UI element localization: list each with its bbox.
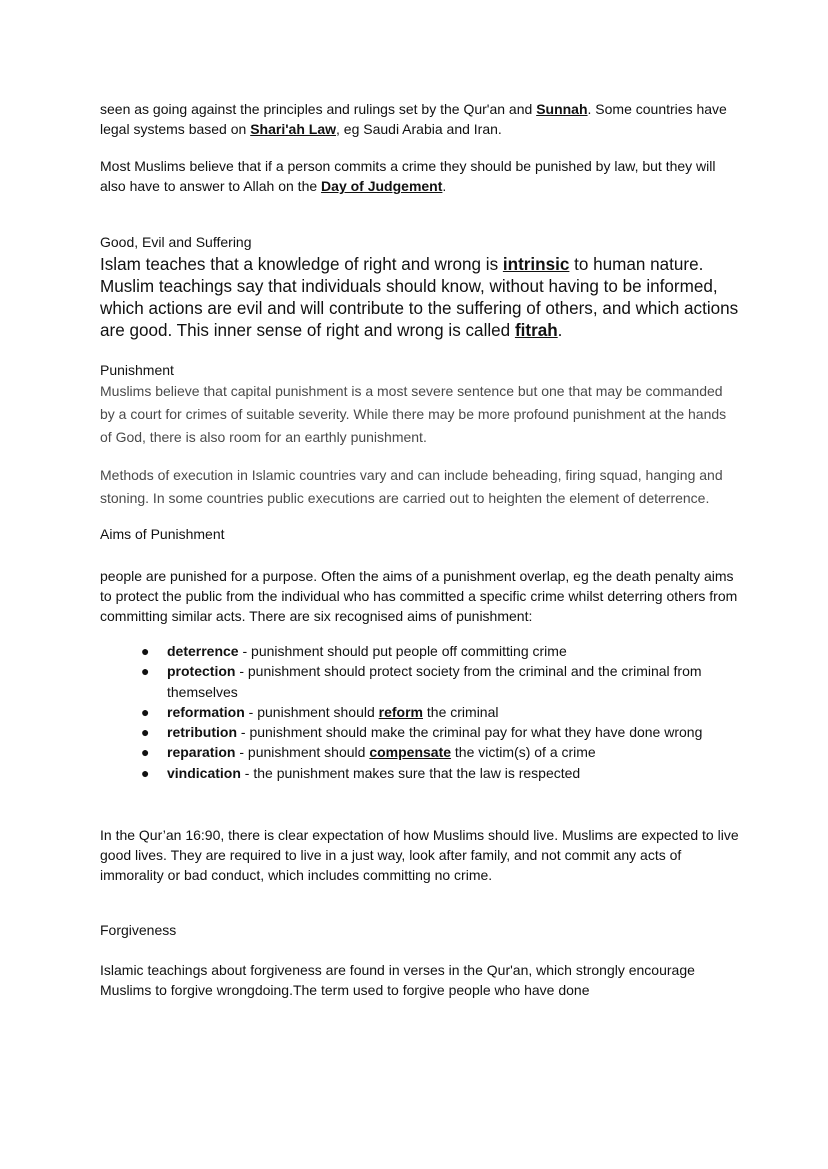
shariah-law-link[interactable]: Shari'ah Law (250, 121, 337, 137)
text: the criminal (423, 703, 499, 720)
paragraph-aims-intro: people are punished for a purpose. Often the aims of a punishment overlap, eg the death penalty aims to protect the public from the individual who has committed a specific crime whilst deterring others from committing similar acts. There are six recognised aims of punishment: (100, 568, 738, 624)
list-item (100, 661, 740, 702)
paragraph-sunnah (100, 99, 740, 139)
list-item (100, 641, 740, 661)
heading-punishment: Punishment (100, 362, 174, 378)
text: Islam teaches that a knowledge of right and wrong is (100, 255, 503, 274)
heading-good-evil-suffering: Good, Evil and Suffering (100, 234, 252, 250)
text: Most Muslims believe that if a person commits a crime they should be punished by law, but they will also have to answer to Allah on the (100, 158, 716, 194)
term: deterrence (167, 643, 239, 659)
fitrah-link[interactable]: fitrah (514, 321, 558, 340)
term: retribution (167, 724, 237, 741)
paragraph-day-of-judgement (100, 156, 740, 196)
paragraph-forgiveness: Islamic teachings about forgiveness are found in verses in the Qur'an, which strongly encourage Muslims to forgive wrongdoing.The term used to forgive people who have done (100, 962, 695, 999)
text: - punishment should put people off committing crime (238, 643, 567, 659)
text: . (557, 321, 563, 340)
text: - punishment should make the criminal pay for what they have done wrong (237, 724, 703, 741)
text: - the punishment makes sure that the law is respected (240, 764, 581, 781)
bullet-icon: ● (141, 744, 150, 761)
term: reformation (167, 703, 245, 720)
bullet-icon: ● (141, 643, 150, 659)
paragraph-fitrah (100, 254, 740, 342)
bullet-icon: ● (141, 703, 150, 720)
text: , eg Saudi Arabia and Iran. (336, 121, 502, 137)
text: to human nature. Muslim teachings say that individuals should know, without having to be informed, which actions are evil and will contribute to the suffering of others, and which actions are good. This inner sense of right and wrong is called (100, 255, 739, 340)
compensate-link[interactable]: compensate (369, 744, 452, 761)
bullet-icon: ● (141, 764, 150, 781)
term: reparation (167, 744, 236, 761)
text: seen as going against the principles and rulings set by the Qur'an and (100, 101, 537, 117)
paragraph-quran-16-90: In the Qur’an 16:90, there is clear expectation of how Muslims should live. Muslims are expected to live good lives. They are required to live in a just way, look after family, and not commit any acts of immorality or bad conduct, which includes committing no crime. (100, 827, 739, 884)
text: - punishment should (235, 744, 370, 761)
list-item (100, 742, 740, 762)
text: . (442, 178, 447, 194)
list-item (100, 763, 740, 783)
paragraph-methods-of-execution: Methods of execution in Islamic countries vary and can include beheading, firing squad, hanging and stoning. In some countries public executions are carried out to heighten the element of deterrence. (100, 467, 723, 506)
term: vindication (167, 764, 241, 781)
paragraph-capital-punishment: Muslims believe that capital punishment is a most severe sentence but one that may be commanded by a court for crimes of suitable severity. While there may be more profound punishment at the hands of God, there is also room for an earthly punishment. (100, 383, 727, 445)
text: - punishment should (244, 703, 379, 720)
bullet-icon: ● (141, 724, 150, 741)
intrinsic-link[interactable]: intrinsic (502, 255, 570, 274)
document-page (100, 99, 740, 1000)
day-of-judgement-link[interactable]: Day of Judgement (321, 178, 443, 194)
aims-list (100, 641, 740, 783)
list-item (100, 722, 740, 742)
bullet-icon: ● (141, 663, 150, 680)
text: . Some countries have legal systems based on (100, 101, 727, 137)
reform-link[interactable]: reform (378, 703, 424, 720)
term: protection (167, 663, 236, 680)
list-item (100, 702, 740, 722)
text: the victim(s) of a crime (451, 744, 596, 761)
sunnah-link[interactable]: Sunnah (536, 101, 588, 117)
text: - punishment should protect society from the criminal and the criminal from themselves (167, 663, 702, 700)
heading-forgiveness: Forgiveness (100, 922, 177, 939)
heading-aims-of-punishment: Aims of Punishment (100, 526, 225, 542)
